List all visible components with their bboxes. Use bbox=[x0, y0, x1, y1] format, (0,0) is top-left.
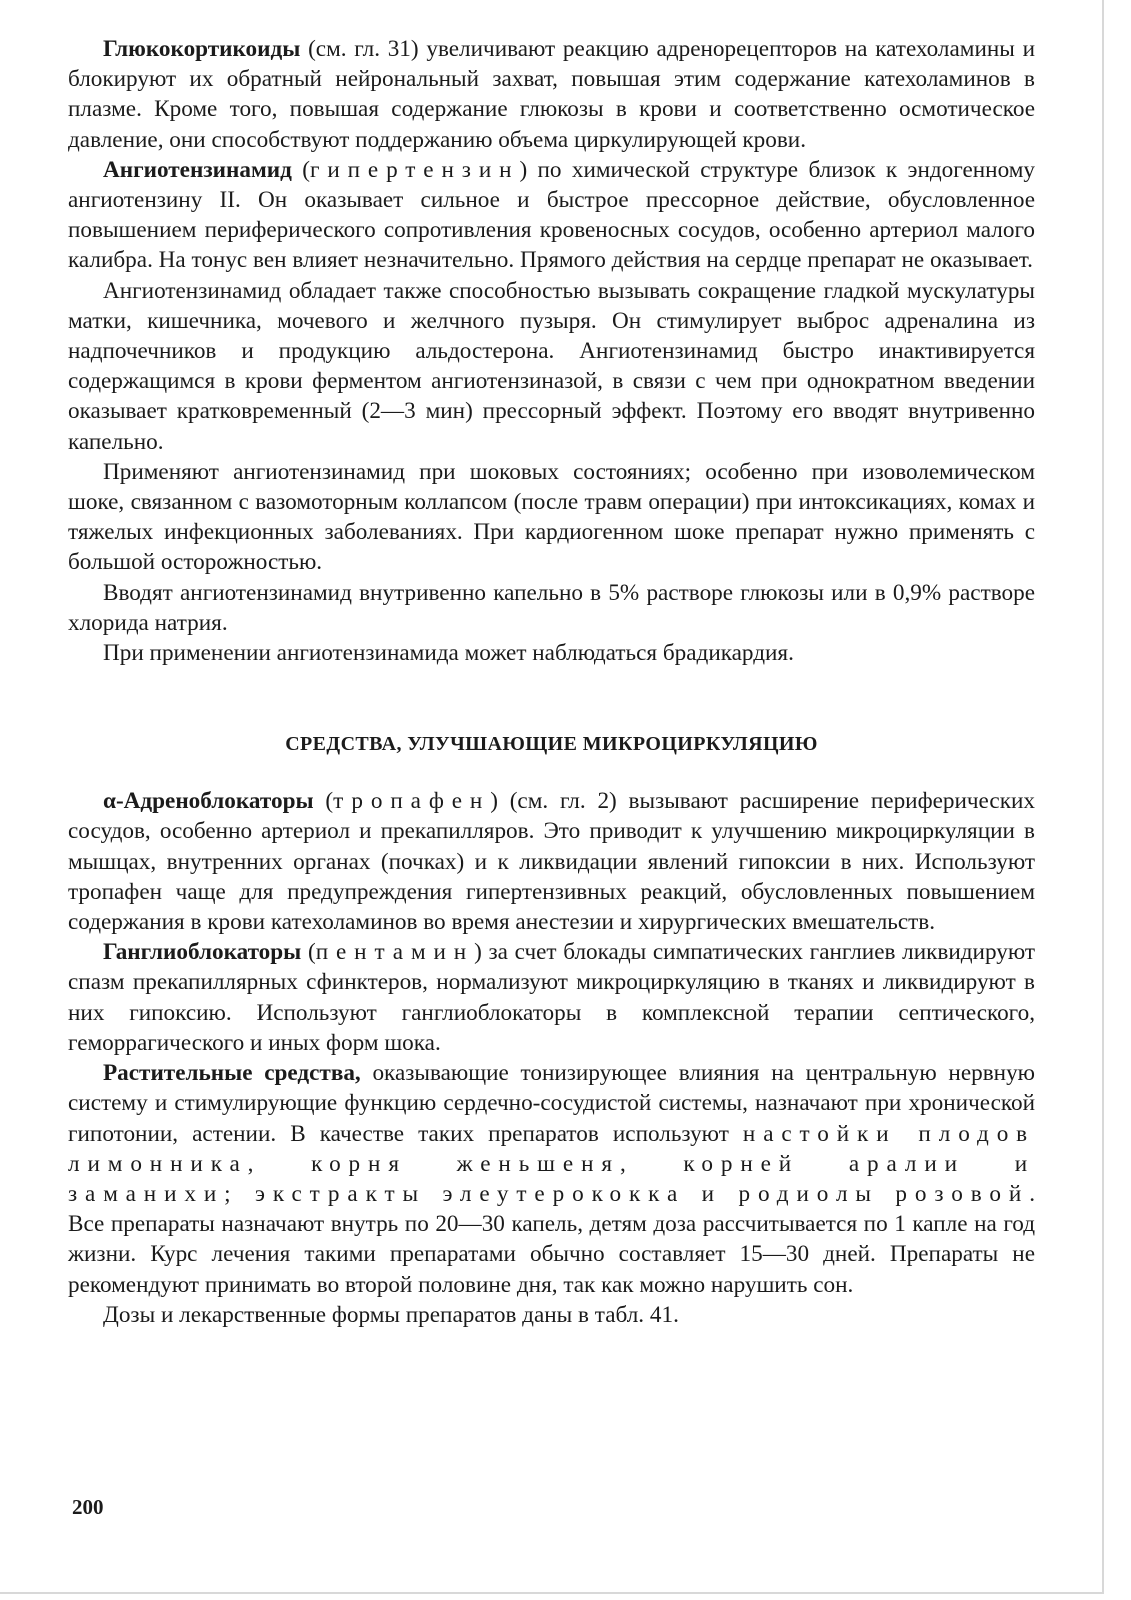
paragraph-text: ( bbox=[313, 788, 334, 815]
term-ganglion-blockers: Ганглиоблокаторы bbox=[103, 939, 302, 966]
drug-pentamine: пентамин bbox=[315, 939, 475, 966]
paragraph-angiotensinamide-indications: Применяют ангиотензинамид при шоковых состояниях; особенно при изоволемическом шоке, связанном с вазомоторным коллапсом (после травм операции) при интоксикациях, комах и тяжелых инфекционных заболеваниях. При кардиогенном шоке препарат нужно применять с большой осторожностью. bbox=[68, 458, 1035, 576]
paragraph-herbal-agents bbox=[68, 1058, 1035, 1300]
paragraph-text: ) за счет блокады симпатических ганглиев ликвидируют спазм прекапиллярных сфинктеров, нормализуют микроциркуляцию в тканях и ликвидируют в них гипоксию. Используют ганглиоблокаторы в комплексной терапии септического, геморрагического и иных форм шока. bbox=[68, 939, 1035, 1056]
herbal-preparations-list: настойки плодов лимонника, корня женьшеня, корней аралии и заманихи; экстракты элеутерококка и родиолы розовой bbox=[68, 1120, 1036, 1207]
term-herbal-agents: Растительные средства, bbox=[103, 1060, 361, 1087]
paragraph-text: ) по химической структуре близок к эндогенному ангиотензину II. Он оказывает сильное и быстрое прессорное действие, обусловленное повышением периферического сопротивления кровеносных сосудов, особенно артериол малого калибра. На тонус вен влияет незначительно. Прямого действия на сердце препарат не оказывает. bbox=[68, 156, 1035, 274]
paragraph-angiotensinamide-side-effects: При применении ангиотензинамида может наблюдаться брадикардия. bbox=[103, 640, 794, 667]
page-body bbox=[68, 34, 1035, 1330]
paragraph-alpha-blockers bbox=[68, 786, 1035, 937]
paragraph-text: . Все препараты назначают внутрь по 20—30 капель, детям доза рассчитывается по 1 капле на год жизни. Курс лечения такими препаратами обычно составляет 15—30 дней. Препараты не рекомендуют принимать во второй половине дня, так как можно нарушить сон. bbox=[68, 1180, 1035, 1298]
paragraph-angiotensinamide-effects: Ангиотензинамид обладает также способностью вызывать сокращение гладкой мускулатуры матки, кишечника, мочевого и желчного пузыря. Он стимулирует выброс адреналина из надпочечников и продукцию альдостерона. Ангиотензинамид быстро инактивируется содержащимся в крови ферментом ангиотензиназой, в связи с чем при однократном введении оказывает кратковременный (2—3 мин) прессорный эффект. Поэтому его вводят внутривенно капельно. bbox=[68, 277, 1035, 455]
term-glucocorticoids: Глюкокортикоиды bbox=[103, 36, 301, 62]
paragraph-glucocorticoids bbox=[68, 34, 1035, 155]
paragraph-text: (см. гл. 31) увеличивают реакцию адренорецепторов на катехоламины и блокируют их обратный нейрональный захват, повышая этим содержание катехоламинов в плазме. Кроме того, повышая содержание глюкозы в крови и соответственно осмотическое давление, они способствуют поддержанию объема циркулирующей крови. bbox=[68, 36, 1035, 153]
paragraph-text: оказывающие тонизирующее влияния на центральную нервную систему и стимулирующие функцию сердечно-сосудистой системы, назначают при хронической гипотонии, астении. В качестве таких препаратов используют bbox=[68, 1060, 1035, 1147]
paragraph-doses-reference: Дозы и лекарственные формы препаратов даны в табл. 41. bbox=[103, 1301, 679, 1328]
paragraph-text: ( bbox=[291, 156, 310, 183]
paragraph-angiotensinamide bbox=[68, 155, 1035, 276]
term-angiotensinamide: Ангиотензинамид bbox=[103, 156, 292, 183]
section-heading: СРЕДСТВА, УЛУЧШАЮЩИЕ МИКРОЦИРКУЛЯЦИЮ bbox=[285, 733, 818, 756]
drug-tropafen: тропафен bbox=[333, 788, 491, 815]
page-number: 200 bbox=[72, 1495, 104, 1519]
paragraph-text: ( bbox=[301, 939, 316, 966]
term-alpha-blockers: α-Адреноблокаторы bbox=[103, 788, 314, 815]
synonym-hypertensin: гипертензин bbox=[309, 156, 520, 183]
paragraph-text: ) (см. гл. 2) вызывают расширение периферических сосудов, особенно артериол и прекапилляров. Это приводит к улучшению микроциркуляции в мышцах, внутренних органах (почках) и к ликвидации явлений гипоксии в них. Используют тропафен чаще для предупреждения гипертензивных реакций, обусловленных повышением содержания в крови катехоламинов во время анестезии и хирургических вмешательств. bbox=[68, 788, 1035, 936]
paragraph-angiotensinamide-administration: Вводят ангиотензинамид внутривенно капельно в 5% растворе глюкозы или в 0,9% растворе хлорида натрия. bbox=[68, 579, 1035, 636]
paragraph-ganglion-blockers bbox=[68, 937, 1035, 1058]
